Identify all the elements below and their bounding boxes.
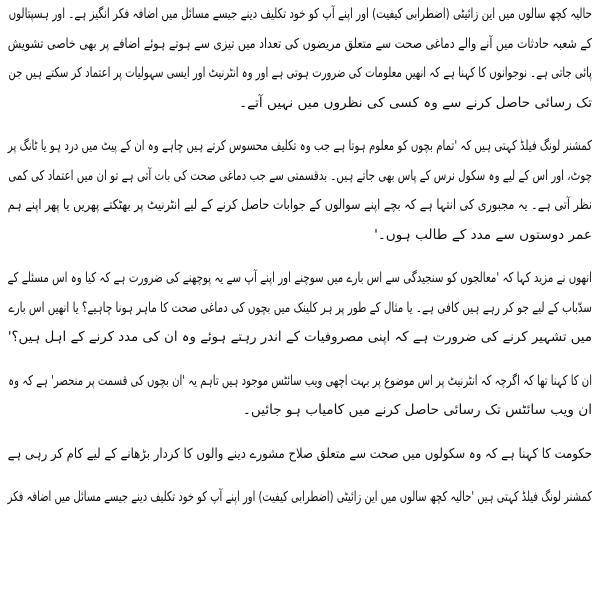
text-line: انھوں نے مزید کہا کہ 'معالجوں کو سنجیدگی سے اس بارے میں سوچنے اور اپنے آپ سے یہ پوچھنے کی ضرورت ہے کہ کیا وہ اس مسئلے کے (7, 270, 592, 286)
paragraph-3 (8, 264, 592, 353)
text-line: چوٹ، اور اس کے لیے وہ سکول نرس کے پاس بھی جاتے ہیں۔ بدقسمتی سے جب دماغی صحت کی بات آتی ہے تو ان میں اعتماد کی کمی (8, 167, 593, 184)
text-line: ان کا کہنا تھا کہ اگرچہ کہ انٹرنیٹ پر اس موضوع پر بہت اچھی ویب سائٹس موجود ہیں تاہم یہ 'ان بچوں کی قسمت پر منحصر' ہے کہ وہ (8, 372, 592, 389)
text-line: کے شعبہ حادثات میں آنے والے دماغی صحت سے متعلق مریضوں کی تعداد میں تیزی سے ہوتے ہوئے اضافے پر بھی خاصی تشویش (7, 35, 593, 52)
paragraph-1 (8, 0, 592, 118)
text-line: نظر آتی ہے۔ یہ مجبوری کی انتہا ہے کہ بچے اپنے سوالوں کے جوابات حاصل کرنے کے لیے انٹرنیٹ پر بھٹکتے پھریں یا پھر اپنے ہم (7, 197, 592, 213)
text-line: میں تشہیر کرنے کی ضرورت ہے کہ اپنی مصروفیات کے اندر رہتے ہوئے وہ ان کی مدد کرنے کے اہل ہیں؟' (7, 329, 593, 345)
text-line: کمشنر لونگ فیلڈ کہتی ہیں 'حالیہ کچھ سالوں میں این زائیٹی (اضطرابی کیفیت) اور اپنے آپ کو خود تکلیف دینے جیسے مسائل میں اضافہ فکر (7, 489, 592, 505)
text-line: پائی جاتی ہے۔ نوجوانوں کا کہنا ہے کہ انھیں معلومات کی ضرورت ہوتی ہے اور وہ انٹرنیٹ اور ایسی سہولیات پر اعتماد کر سکتے ہیں جن (8, 65, 593, 81)
paragraph-2 (8, 132, 592, 250)
paragraph-4 (8, 367, 592, 426)
article-body (8, 0, 592, 527)
text-line: عمر دوستوں سے مدد کے طالب ہوں۔' (374, 226, 592, 243)
text-line: حکومت کا کہنا ہے کہ وہ سکولوں میں صحت سے متعلق صلاح مشورے دینے والوں کا کردار بڑھانے کے لیے کام کر رہی ہے (7, 445, 592, 462)
paragraph-6 (8, 483, 592, 513)
text-line: کمشنر لونگ فیلڈ کہتی ہیں کہ 'تمام بچوں کو معلوم ہوتا ہے جب وہ تکلیف محسوس کرتے ہیں چاہے وہ ان کے پیٹ میں درد ہو یا ٹانگ پر (7, 138, 592, 154)
text-line: ان ویب سائٹس تک رسائی حاصل کرنے میں کامیاب ہو جائیں۔ (242, 402, 592, 418)
text-line: تک رسائی حاصل کرنے سے وہ کسی کی نظروں میں نہیں آتے۔ (239, 94, 592, 111)
text-line: حالیہ کچھ سالوں میں این زائیٹی (اضطرابی کیفیت) اور اپنے آپ کو خود تکلیف دینے جیسے مسائل میں اضافہ فکر انگیز ہے۔ اور ہسپتالوں (8, 6, 593, 22)
text-line: سدّباب کے لیے جو کر رہے ہیں کافی ہے۔ یا مثال کے طور پر ہر کلینک میں بچوں کی دماغی صحت کا ماہر ہونا چاہیے؟ یا انھیں اس بارے (8, 299, 592, 316)
paragraph-5 (8, 440, 592, 470)
